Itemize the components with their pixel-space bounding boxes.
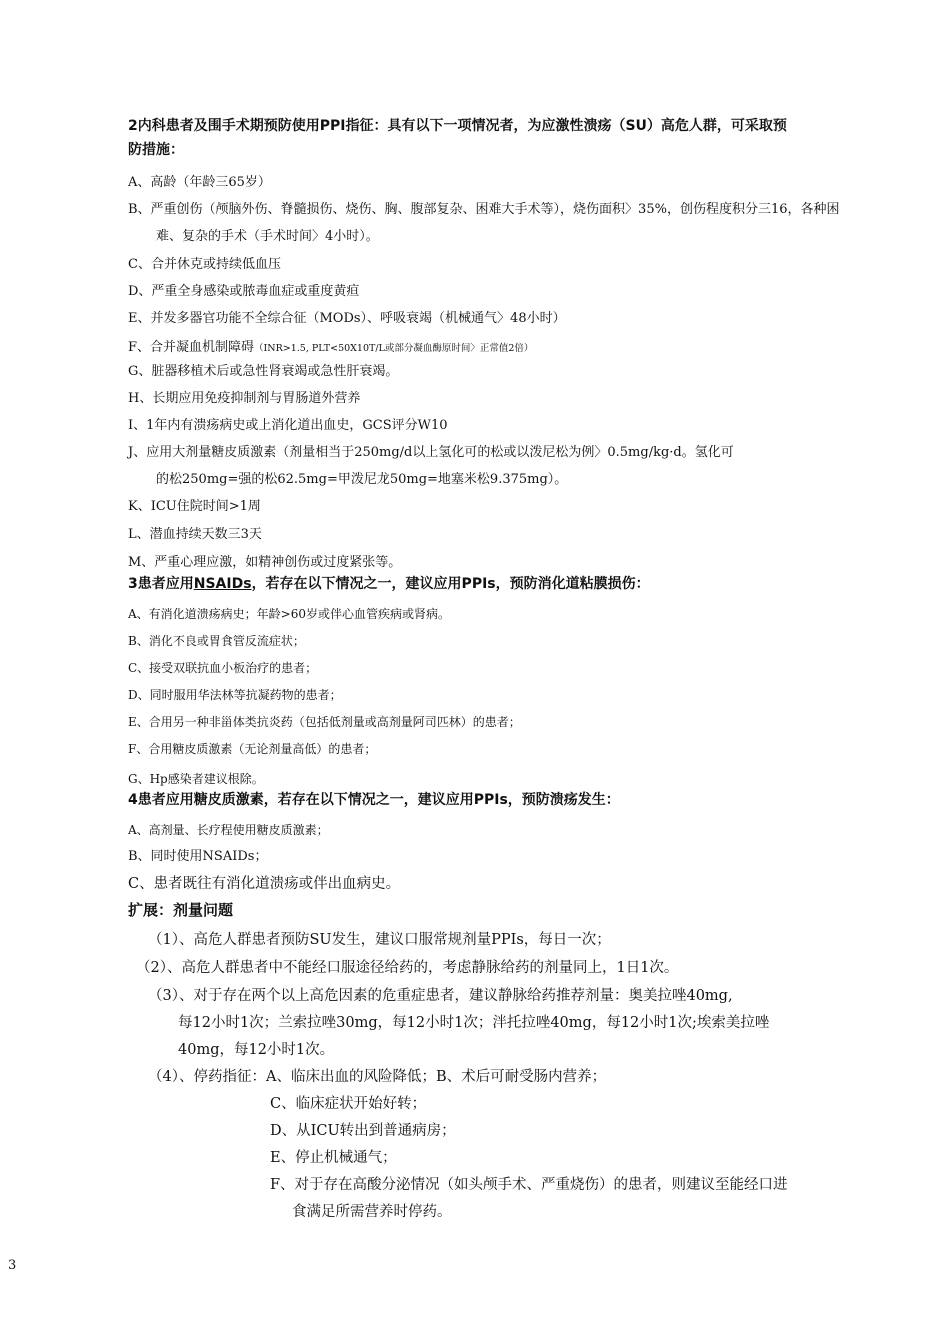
- stop-criterion-d: D、从ICU转出到普通病房；: [270, 1123, 456, 1139]
- sec3-item-f: F、合用糖皮质激素（无论剂量高低）的患者；: [128, 742, 377, 756]
- extension-title: 扩展：剂量问题: [128, 901, 234, 919]
- sec2-item-b: B、严重创伤（颅脑外伤、脊髓损伤、烧伤、胸、腹部复杂、困难大手术等），烧伤面积〉35%，创伤程度积分三16，各种困: [128, 202, 840, 217]
- dose-item-3-cont2: 40mg，每12小时1次。: [178, 1042, 335, 1058]
- sec2-item-e: E、并发多器官功能不全综合征（MODs）、呼吸衰竭（机械通气〉48小时）: [128, 311, 566, 326]
- sec2-item-f-note: （INR>1.5, PLT<50X10T/L或部分凝血酶原时间〉正常值2倍）: [254, 343, 534, 354]
- sec2-item-i: I、1年内有溃疡病史或上消化道出血史，GCS评分W10: [128, 418, 448, 433]
- sec2-item-a: A、高龄（年龄三65岁）: [128, 175, 271, 190]
- dose-item-4: （4）、停药指征：A、临床出血的风险降低；B、术后可耐受肠内营养；: [148, 1069, 607, 1085]
- sec2-item-l: L、潜血持续天数三3天: [128, 527, 262, 542]
- sec2-item-h: H、长期应用免疫抑制剂与胃肠道外营养: [128, 391, 361, 406]
- section-2-title-line2: 防措施：: [128, 142, 184, 158]
- sec2-item-j-cont: 的松250mg=强的松62.5mg=甲泼尼龙50mg=地塞米松9.375mg）。: [156, 472, 568, 487]
- sec2-item-f-main: F、合并凝血机制障碍: [128, 340, 255, 355]
- dose-item-3-cont1: 每12小时1次；兰索拉唑30mg，每12小时1次；泮托拉唑40mg，每12小时1次;埃索美拉唑: [178, 1015, 770, 1031]
- stop-criterion-c: C、临床症状开始好转；: [270, 1096, 427, 1112]
- stop-criterion-e: E、停止机械通气；: [270, 1150, 397, 1166]
- sec4-item-a: A、高剂量、长疗程使用糖皮质激素；: [128, 823, 329, 837]
- sec3-item-d: D、同时服用华法林等抗凝药物的患者；: [128, 688, 342, 702]
- sec3-item-b: B、消化不良或胃食管反流症状；: [128, 634, 305, 648]
- sec3-item-c: C、接受双联抗血小板治疗的患者；: [128, 661, 318, 675]
- dose-item-1: （1）、高危人群患者预防SU发生，建议口服常规剂量PPIs，每日一次；: [148, 932, 611, 948]
- sec2-item-k: K、ICU住院时间>1周: [128, 499, 261, 514]
- dose-item-2: （2）、高危人群患者中不能经口服途径给药的，考虑静脉给药的剂量同上，1日1次。: [136, 960, 679, 976]
- sec2-item-d: D、严重全身感染或脓毒血症或重度黄疸: [128, 284, 360, 299]
- sec4-item-c: C、患者既往有消化道溃疡或伴出血病史。: [128, 876, 401, 892]
- section-3-title-nsaids: NSAIDs: [193, 576, 252, 592]
- sec2-item-c: C、合并休克或持续低血压: [128, 257, 281, 272]
- sec3-item-a: A、有消化道溃疡病史；年龄>60岁或伴心血管疾病或肾病。: [128, 607, 450, 621]
- page-number: 3: [8, 1258, 17, 1273]
- dose-item-3: （3）、对于存在两个以上高危因素的危重症患者，建议静脉给药推荐剂量：奥美拉唑40mg,: [148, 988, 733, 1004]
- sec4-item-b: B、同时使用NSAIDs；: [128, 849, 268, 864]
- sec3-item-g: G、Hp感染者建议根除。: [128, 772, 264, 786]
- sec2-item-m: M、严重心理应激，如精神创伤或过度紧张等。: [128, 555, 402, 570]
- stop-criterion-f: F、对于存在高酸分泌情况（如头颅手术、严重烧伤）的患者，则建议至能经口进: [270, 1177, 788, 1193]
- section-2-title-line1: 2内科患者及围手术期预防使用PPI指征：具有以下一项情况者，为应激性溃疡（SU）高危人群，可采取预: [128, 118, 787, 134]
- sec2-item-g: G、脏器移植术后或急性肾衰竭或急性肝衰竭。: [128, 364, 399, 379]
- sec2-item-b-cont: 难、复杂的手术（手术时间〉4小时）。: [156, 229, 379, 244]
- stop-criterion-f-cont: 食满足所需营养时停药。: [292, 1204, 452, 1220]
- section-4-title: 4患者应用糖皮质激素，若存在以下情况之一，建议应用PPIs，预防溃疡发生：: [128, 792, 620, 808]
- sec2-item-f: [128, 338, 533, 359]
- sec3-item-e: E、合用另一种非甾体类抗炎药（包括低剂量或高剂量阿司匹林）的患者；: [128, 715, 521, 729]
- section-3-title-a: 3患者应用: [128, 576, 194, 592]
- section-3-title: [128, 574, 650, 594]
- section-3-title-b: ，若存在以下情况之一，建议应用PPIs，预防消化道粘膜损伤：: [251, 576, 650, 592]
- sec2-item-j: J、应用大剂量糖皮质激素（剂量相当于250mg/d以上氢化可的松或以泼尼松为例〉0.5mg/kg·d。氢化可: [128, 445, 734, 460]
